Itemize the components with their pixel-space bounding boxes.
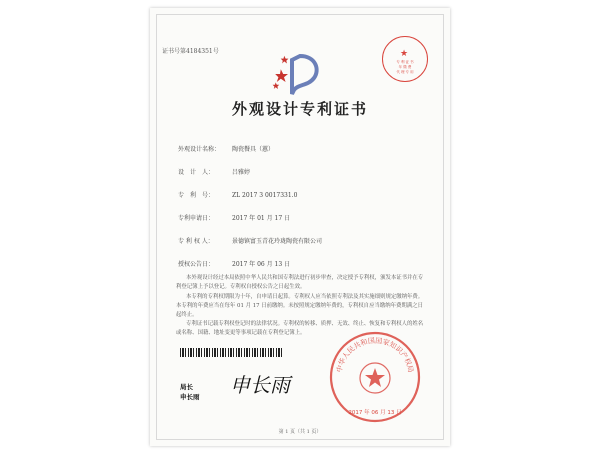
seal-star-icon: ★ xyxy=(400,49,409,59)
page-footer: 第 1 页（共 1 页） xyxy=(278,429,322,435)
field-label: 专 利 号： xyxy=(178,192,215,199)
body-paragraph-1: 本外观设计经过本局依照中华人民共和国专利法进行初步审查，决定授予专利权，颁发本证书并在专利登记簿上予以登记。专利权自授权公告之日起生效。 xyxy=(176,275,424,290)
field-value: 景德镇富玉青花玲珑陶瓷有限公司 xyxy=(232,238,323,245)
field-label: 专利申请日： xyxy=(178,215,215,222)
director-name: 申长雨 xyxy=(180,393,200,401)
field-designer xyxy=(178,167,250,176)
field-design-name xyxy=(178,144,274,153)
director-signature: 申长雨 xyxy=(230,373,290,397)
small-seal-line-3: 代 理 专 用 xyxy=(396,70,414,74)
field-value: 陶瓷餐具（蕙） xyxy=(232,146,275,153)
director-title: 局长 xyxy=(180,383,193,391)
certificate-page xyxy=(150,8,450,446)
director-block xyxy=(180,382,200,402)
field-label: 专 利 权 人： xyxy=(178,238,214,245)
barcode xyxy=(180,348,284,357)
body-paragraph-2: 本专利的专利权期限为十年，自申请日起算。专利权人应当依照专利法及其实施细则规定缴纳年费。本专利的年费应当在每年 01 月 17 日前缴纳。未按照规定缴纳年费的，专利权自应当缴纳年费期满之日起终止。 xyxy=(176,294,424,318)
field-value: 2017 年 01 月 17 日 xyxy=(232,215,291,222)
certificate-number: 证书号第4184351号 xyxy=(162,48,219,55)
body-paragraph-3: 专利证书记载专利权登记时的法律状况。专利权的转移、质押、无效、终止、恢复和专利权人的姓名或名称、国籍、地址变更等事项记载在专利登记簿上。 xyxy=(176,321,424,336)
small-seal-line-2: 年 缴 费 xyxy=(398,65,412,69)
field-application-date xyxy=(178,213,290,222)
small-red-seal xyxy=(382,36,428,82)
official-red-seal xyxy=(328,330,422,424)
field-label: 设 计 人： xyxy=(178,169,215,176)
field-label: 授权公告日： xyxy=(178,261,215,268)
field-label: 外观设计名称： xyxy=(178,146,221,153)
seal-text: 中华人民共和国国家知识产权局 xyxy=(335,336,415,374)
field-value: ZL 2017 3 0017331.0 xyxy=(232,192,298,199)
seal-date: 2017 年 06 月 13 日 xyxy=(348,410,402,416)
certificate-title: 外观设计专利证书 xyxy=(231,100,368,118)
field-patentee xyxy=(178,236,322,245)
field-grant-date xyxy=(178,259,290,268)
field-patent-number xyxy=(178,190,297,199)
field-value: 吕雅婷 xyxy=(232,169,251,176)
field-value: 2017 年 06 月 13 日 xyxy=(232,261,291,268)
patent-office-logo-icon xyxy=(270,50,322,98)
small-seal-line-1: 专 利 证 书 xyxy=(396,60,414,64)
